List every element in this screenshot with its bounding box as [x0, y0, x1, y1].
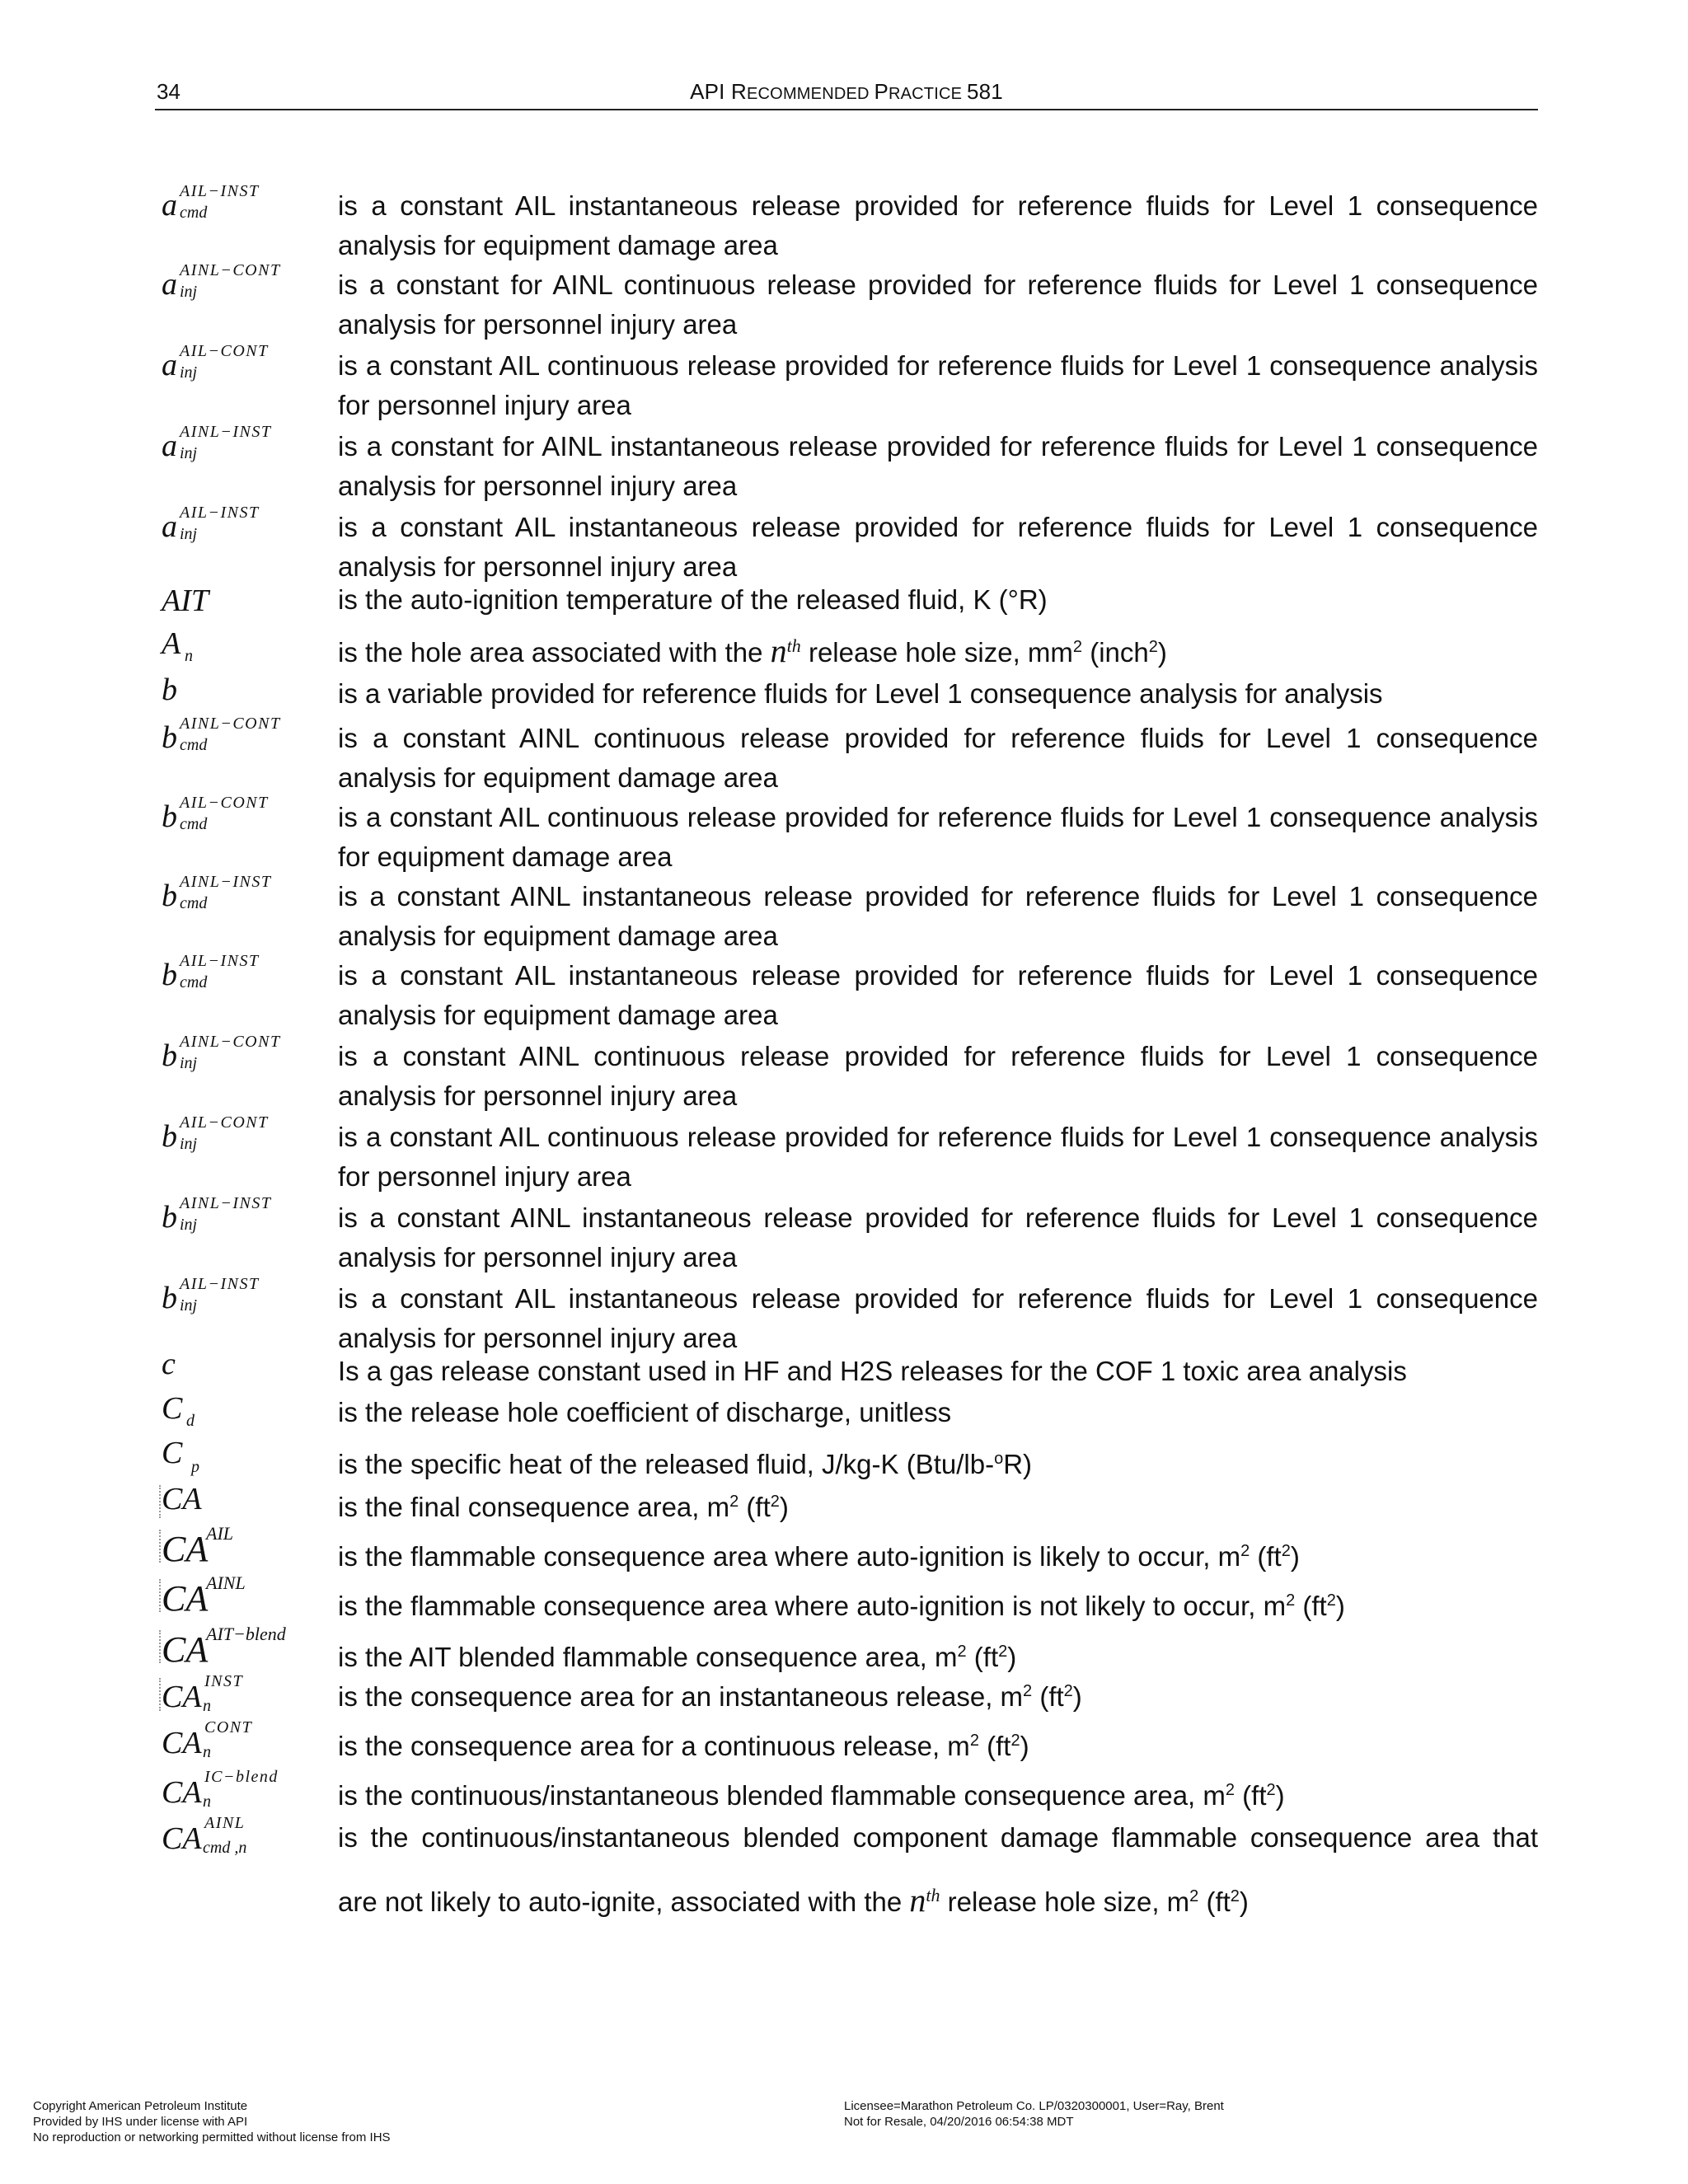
definition-text: is a constant AIL instantaneous release provided for reference fluids for Level 1 consequence analysis for equipment damage area: [338, 190, 1538, 260]
definition-text: is a constant AINL continuous release provided for reference fluids for Level 1 consequence analysis for equipment damage area: [338, 723, 1538, 793]
definition-text: is a variable provided for reference fluids for Level 1 consequence analysis for analysis: [338, 678, 1383, 709]
definition-text: is the auto-ignition temperature of the released fluid, K (°R): [338, 584, 1048, 615]
symbol-a-ail-inst-cmd: a AIL−INST cmd: [162, 182, 260, 223]
definition-text: is the AIT blended flammable consequence area, $m^2$ $(ft^2)$: [338, 1642, 1017, 1672]
symbol-c-d: C d: [162, 1391, 195, 1430]
definition-text: is the specific heat of the released fluid, J/kg-K (Btu/lb-$^o$R): [338, 1449, 1033, 1479]
symbol-a-ainl-cont-inj: a AINL−CONT inj: [162, 261, 281, 302]
footer-copyright: Copyright American Petroleum Institute Provided by IHS under license with API No reproduction or networking permitted without license from IHS: [33, 2099, 391, 2144]
definition-text: is a constant AIL instantaneous release provided for reference fluids for Level 1 consequence analysis for equipment damage area: [338, 960, 1538, 1030]
definition-text-continued: are not likely to auto-ignite, associated with the $n^{th}$ release hole size, $m^2$ $(ft^2)$: [338, 1882, 1249, 1919]
symbol-ca: CA: [162, 1480, 326, 1538]
symbol-ca-n-ic-blend: CA IC−blend n: [162, 1768, 279, 1811]
definition-text: is a constant AINL instantaneous release provided for reference fluids for Level 1 consequence analysis for equipment damage area: [338, 881, 1538, 951]
definition-text: is a constant AINL continuous release provided for reference fluids for Level 1 consequence analysis for personnel injury area: [338, 1041, 1538, 1111]
symbol-a-ainl-inst-inj: a AINL−INST inj: [162, 423, 272, 463]
definition-text: is the continuous/instantaneous blended flammable consequence area, $m^2$ $(ft^2)$: [338, 1780, 1285, 1811]
symbol-c: c: [162, 1347, 176, 1381]
definition-text: is the flammable consequence area where auto-ignition is not likely to occur, $m^2$ $(ft^2)$: [338, 1591, 1345, 1621]
definition-text: is a constant for AINL instantaneous release provided for reference fluids for Level 1 consequence analysis for personnel injury area: [338, 431, 1538, 501]
definition-text: is a constant for AINL continuous release provided for reference fluids for Level 1 consequence analysis for personnel injury area: [338, 269, 1538, 340]
symbol-b-ail-inst-inj: b AIL−INST inj: [162, 1275, 260, 1315]
symbol-a-ail-cont-inj: a AIL−CONT inj: [162, 342, 269, 382]
definition-text: is a constant AIL continuous release provided for reference fluids for Level 1 consequence analysis for personnel injury area: [338, 350, 1538, 420]
definition-text: is the final consequence area, $m^2$ $(ft^2)$: [338, 1492, 789, 1522]
running-title: API RECOMMENDED PRACTICE 581: [690, 79, 1003, 104]
definition-text: is the consequence area for an instantaneous release, $m^2$ $(ft^2)$: [338, 1681, 1082, 1712]
definition-text: is the consequence area for a continuous release, $m^2$ $(ft^2)$: [338, 1731, 1029, 1761]
symbol-ca-ainl: CA AINL: [162, 1574, 326, 1632]
symbol-b-ail-cont-inj: b AIL−CONT inj: [162, 1113, 269, 1154]
symbol-ait: AIT: [162, 583, 209, 618]
definition-text: is the hole area associated with the $n^{th}$ release hole size, $mm^2$ (inch$^2$): [338, 632, 1167, 669]
definition-text: Is a gas release constant used in HF and H2S releases for the COF 1 toxic area analysis: [338, 1356, 1407, 1386]
symbol-b-ail-inst-cmd: b AIL−INST cmd: [162, 952, 260, 992]
symbol-ca-ail: CA AIL: [162, 1525, 326, 1582]
symbol-ca-n-inst: CA INST n: [162, 1673, 326, 1731]
definition-text: is the continuous/instantaneous blended component damage flammable consequence area that: [338, 1822, 1538, 1853]
definition-text: is a constant AIL continuous release provided for reference fluids for Level 1 consequence analysis for personnel injury area: [338, 1122, 1538, 1192]
symbol-ca-n-cont: CA CONT n: [162, 1718, 253, 1761]
definition-text: is a constant AINL instantaneous release provided for reference fluids for Level 1 consequence analysis for personnel injury area: [338, 1202, 1538, 1272]
definition-text: is a constant AIL continuous release provided for reference fluids for Level 1 consequence analysis for equipment damage area: [338, 802, 1538, 872]
symbol-c-p: C p: [162, 1436, 199, 1476]
page-number: 34: [157, 79, 181, 104]
symbol-b-ail-cont-cmd: b AIL−CONT cmd: [162, 794, 269, 834]
symbol-ca-ait-blend: CA AIT−blend: [162, 1625, 326, 1683]
footer-license: Licensee=Marathon Petroleum Co. LP/0320300001, User=Ray, Brent Not for Resale, 04/20/2016 06:54:38 MDT: [844, 2099, 1224, 2129]
symbol-a-n: A n: [162, 626, 193, 665]
definition-text: is the release hole coefficient of discharge, unitless: [338, 1397, 952, 1427]
symbol-b-ainl-inst-cmd: b AINL−INST cmd: [162, 873, 272, 913]
symbol-b: b: [162, 673, 177, 707]
symbol-ca-cmd-n-ainl: CA AINL cmd ,n: [162, 1814, 247, 1857]
symbol-b-ainl-inst-inj: b AINL−INST inj: [162, 1194, 272, 1235]
symbol-a-ail-inst-inj: a AIL−INST inj: [162, 504, 260, 544]
definition-text: is a constant AIL instantaneous release provided for reference fluids for Level 1 consequence analysis for personnel injury area: [338, 512, 1538, 582]
definition-text: is a constant AIL instantaneous release provided for reference fluids for Level 1 consequence analysis for personnel injury area: [338, 1283, 1538, 1353]
page-header: [155, 79, 1538, 110]
definition-text: is the flammable consequence area where auto-ignition is likely to occur, $m^2$ $(ft^2)$: [338, 1541, 1300, 1572]
symbol-b-ainl-cont-cmd: b AINL−CONT cmd: [162, 715, 281, 755]
symbol-b-ainl-cont-inj: b AINL−CONT inj: [162, 1033, 281, 1073]
